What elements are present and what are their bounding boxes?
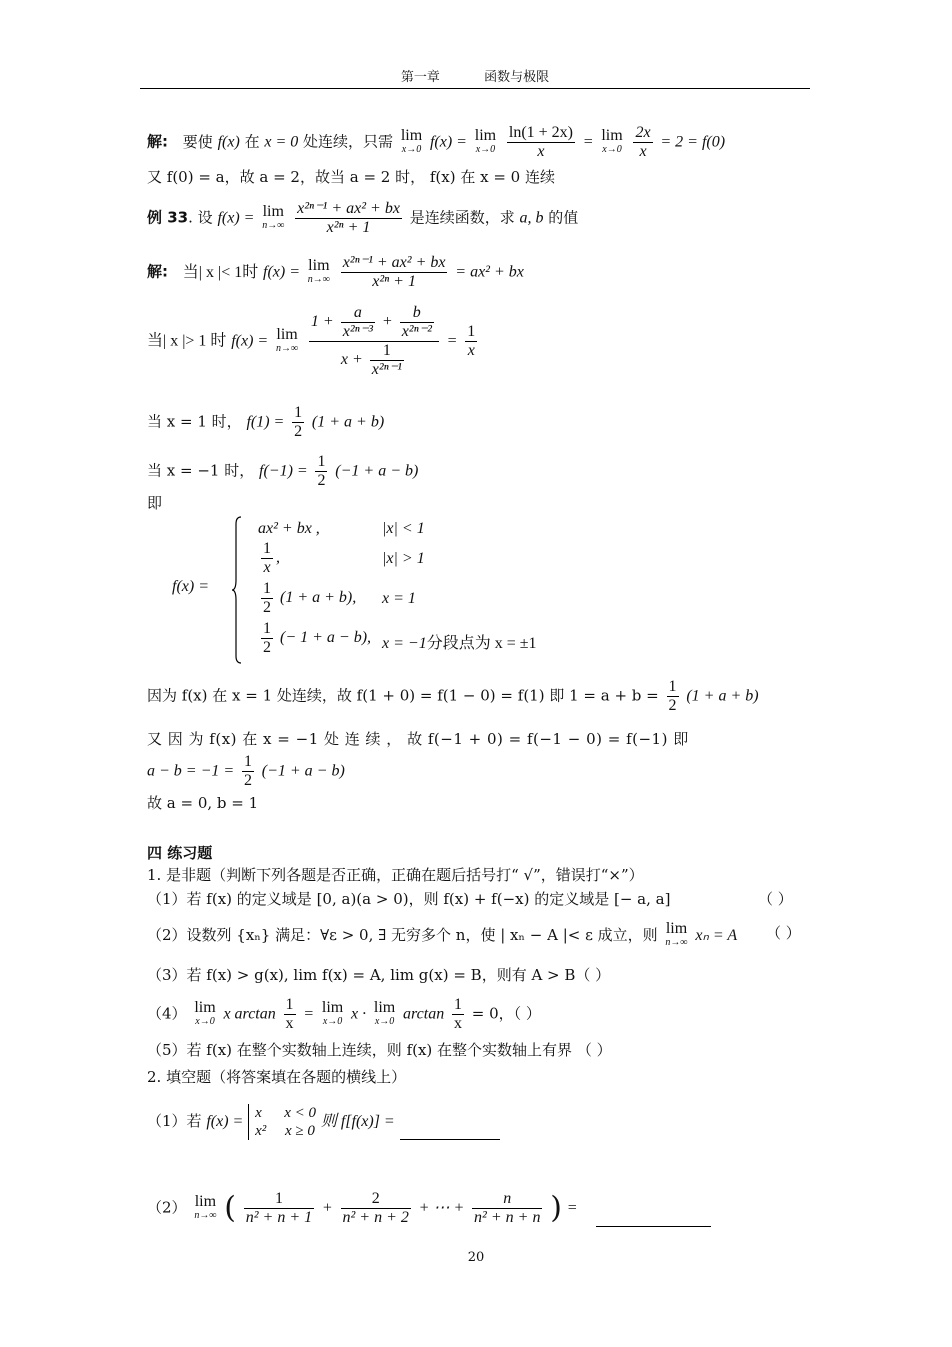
math: = xyxy=(446,332,458,350)
right-paren: ) xyxy=(550,1190,562,1226)
math: = xyxy=(566,1199,578,1217)
fraction xyxy=(452,996,464,1033)
lim-sub: n→∞ xyxy=(665,937,688,948)
denominator: x²ⁿ⁻³ xyxy=(342,323,373,340)
math: f(x) = xyxy=(206,1113,244,1130)
case-3 xyxy=(258,580,416,617)
lim-op xyxy=(665,922,687,950)
math: x = 0 xyxy=(264,133,299,151)
numerator: 1 xyxy=(263,620,271,637)
math: x + xyxy=(340,351,363,369)
math: x arctan xyxy=(223,1005,276,1023)
lim-op xyxy=(321,998,344,1029)
text: . 设 xyxy=(188,208,213,227)
text: （1）若 xyxy=(147,1112,202,1130)
example-label: 例 33 xyxy=(147,208,189,227)
math: 当| x |< 1时 xyxy=(182,263,259,281)
math: f(−1) = xyxy=(259,462,308,480)
q2-1 xyxy=(147,1104,500,1140)
numerator: 1 xyxy=(263,580,271,597)
lim-sub: x→0 xyxy=(322,1015,343,1027)
fraction xyxy=(370,342,404,379)
fraction xyxy=(261,540,273,577)
piecewise-lhs: f(x) = xyxy=(172,578,209,595)
numerator: ln(1 + 2x) xyxy=(508,124,573,141)
math: (1 + a + b) xyxy=(311,413,385,431)
page-header xyxy=(140,66,810,85)
math: f(x) = xyxy=(217,209,255,227)
text: 当 x = −1 时， xyxy=(147,461,255,480)
continuity-conclusion: 故 a = 0, b = 1 xyxy=(147,794,259,812)
denominator: x xyxy=(639,143,647,160)
lim-text: lim xyxy=(400,126,423,144)
text: （2） xyxy=(147,1198,187,1217)
numerator: 1 xyxy=(244,1190,314,1209)
math: + xyxy=(381,313,393,331)
text: 是连续函数，求 xyxy=(409,208,515,227)
numerator: x²ⁿ⁻¹ + ax² + bx xyxy=(342,254,446,271)
numerator: 1 xyxy=(243,753,252,770)
numerator: 1 xyxy=(370,342,404,361)
solution-33-line1 xyxy=(147,254,524,291)
fraction xyxy=(261,580,273,617)
fraction xyxy=(633,124,652,161)
fraction xyxy=(507,124,575,161)
text: 在 xyxy=(244,132,260,151)
numerator: 1 xyxy=(668,678,677,695)
lim-sub: x→0 xyxy=(374,1015,395,1027)
fraction xyxy=(295,200,402,237)
denominator: 2 xyxy=(317,472,326,489)
numerator: 1 xyxy=(294,404,303,421)
text: 因为 f(x) 在 x = 1 处连续，故 f(1 + 0) = f(1 − 0) = f(1) 即 1 = a + b = xyxy=(147,686,659,705)
continuity-line-1 xyxy=(147,678,759,715)
fraction xyxy=(284,996,296,1033)
denominator: n² + n + n xyxy=(474,1209,541,1226)
q1-4 xyxy=(147,996,541,1033)
lim-text: lim xyxy=(194,998,216,1016)
lim-text: lim xyxy=(474,126,497,144)
numerator: n xyxy=(472,1190,542,1209)
denominator: 2 xyxy=(668,697,677,714)
text: （2）设数列 {xₙ} 满足：∀ε > 0, ∃ 无穷多个 n，使 | xₙ − A |< ε 成立，则 xyxy=(147,926,658,944)
fraction xyxy=(465,323,477,360)
numerator: a xyxy=(341,304,375,323)
case-cond-text: x = −1 xyxy=(382,635,427,652)
case-cond: |x| < 1 xyxy=(382,520,425,537)
math: (−1 + a − b) xyxy=(261,762,345,780)
numerator xyxy=(309,304,439,342)
text: 处连续，只需 xyxy=(303,132,394,151)
math: = xyxy=(582,133,594,151)
lim-op xyxy=(194,998,216,1029)
case-cond xyxy=(382,630,537,653)
case-expr: ax² + bx , xyxy=(258,520,320,537)
denominator: n² + n + 2 xyxy=(342,1209,409,1226)
continuity-line-2: 又 因 为 f(x) 在 x = −1 处 连 续 ， 故 f(−1 + 0) = f(−1 − 0) = f(−1) 即 xyxy=(147,730,689,748)
numerator: b xyxy=(400,304,434,323)
case-cond: |x| > 1 xyxy=(382,550,425,567)
q1-2-paren: （ ） xyxy=(766,924,801,942)
example-33 xyxy=(147,200,578,237)
lim-sub: x→0 xyxy=(475,143,496,155)
math: = xyxy=(303,1005,315,1023)
numerator: 1 xyxy=(317,453,326,470)
denominator: 2 xyxy=(294,423,303,440)
lim-op xyxy=(373,998,396,1029)
denominator: n² + n + 1 xyxy=(245,1209,313,1226)
denominator: x²ⁿ + 1 xyxy=(326,219,371,236)
math: xₙ = A xyxy=(695,927,738,944)
fraction xyxy=(472,1190,542,1227)
solution-33-line2 xyxy=(147,304,480,379)
lim-text: lim xyxy=(262,202,284,220)
lim-text: lim xyxy=(321,998,344,1016)
q1-1-paren: （ ） xyxy=(758,890,793,908)
math: f(x) = xyxy=(263,263,300,281)
case-block xyxy=(248,1104,316,1140)
lim-text: lim xyxy=(276,325,298,343)
case-line: x² x ≥ 0 xyxy=(255,1123,315,1139)
solution-33-x1 xyxy=(147,404,384,441)
answer-blank[interactable] xyxy=(400,1123,500,1140)
lim-sub: x→0 xyxy=(602,143,622,155)
math: , xyxy=(276,549,280,567)
text: 的值 xyxy=(548,208,579,227)
lim-op xyxy=(307,256,330,287)
math: = 2 = f(0) xyxy=(660,133,726,151)
math: x · xyxy=(351,1005,367,1023)
case-4 xyxy=(258,620,537,657)
ji-label: 即 xyxy=(147,494,163,512)
q1-1 xyxy=(147,888,670,910)
lim-op xyxy=(474,126,497,157)
left-brace xyxy=(232,516,242,664)
lim-sub: x→0 xyxy=(401,143,422,155)
denominator: x²ⁿ + 1 xyxy=(372,273,416,290)
q1-3: （3）若 f(x) > g(x), lim f(x) = A, lim g(x) = B，则有 A > B（ ） xyxy=(147,966,611,984)
q1-title: 1. 是非题（判断下列各题是否正确，正确在题后括号打“ √”，错误打“×”） xyxy=(147,866,644,884)
math: a − b = −1 = xyxy=(147,762,235,780)
continuity-line-3 xyxy=(147,753,345,790)
header-rule xyxy=(140,88,810,89)
text: （4） xyxy=(147,1004,187,1023)
solution-32-conclusion: 又 f(0) = a，故 a = 2，故当 a = 2 时， f(x) 在 x = 0 连续 xyxy=(147,168,555,186)
lim-sub: n→∞ xyxy=(262,219,285,231)
fraction xyxy=(341,1190,411,1227)
lim-op xyxy=(262,202,285,233)
numerator: 1 xyxy=(263,540,271,557)
fraction xyxy=(400,304,434,341)
case-expr: (1 + a + b), xyxy=(280,589,357,607)
solution-32-line xyxy=(147,124,725,161)
math: f(x) = xyxy=(429,133,467,151)
numerator: 1 xyxy=(453,996,462,1013)
denominator: x²ⁿ⁻¹ xyxy=(371,361,402,378)
numerator: 1 xyxy=(467,323,476,340)
denominator: x xyxy=(453,1015,462,1032)
math: 则 f[f(x)] = xyxy=(320,1113,395,1130)
fraction xyxy=(242,753,254,790)
text: （1）若 f(x) 的定义域是 [0, a)(a > 0)，则 f(x) + f(−x) 的定义域是 [− a, a] xyxy=(147,890,671,908)
solution-label: 解: xyxy=(147,132,168,151)
fraction xyxy=(667,678,679,715)
math: a, b xyxy=(519,209,544,227)
math: 当| x |> 1 时 xyxy=(147,332,227,350)
numerator: x²ⁿ⁻¹ + ax² + bx xyxy=(297,200,400,217)
page-number: 20 xyxy=(467,1250,485,1265)
lim-sub: n→∞ xyxy=(307,273,330,285)
numerator: 2 xyxy=(341,1190,411,1209)
text: 当 x = 1 时， xyxy=(147,412,242,431)
q2-2 xyxy=(147,1190,711,1227)
denominator: 2 xyxy=(263,639,271,656)
case-expr: (− 1 + a − b), xyxy=(280,629,372,647)
fraction xyxy=(244,1190,314,1227)
lim-text: lim xyxy=(665,920,688,937)
lim-sub: n→∞ xyxy=(194,1209,217,1221)
math: + ⋯ + xyxy=(418,1199,465,1217)
case-line: x x < 0 xyxy=(255,1105,317,1121)
case-note: 分段点为 x = ±1 xyxy=(426,635,537,652)
left-paren: ( xyxy=(224,1190,236,1226)
math: f(1) = xyxy=(246,413,285,431)
denominator xyxy=(309,342,439,379)
fraction xyxy=(341,304,375,341)
math: f(x) xyxy=(217,133,240,151)
math: (1 + a + b) xyxy=(686,687,759,705)
math: + xyxy=(321,1199,333,1217)
solution-33-xm1 xyxy=(147,453,418,490)
case-cond: x = 1 xyxy=(382,590,416,607)
chapter-label: 第一章 xyxy=(400,70,440,85)
denominator: x xyxy=(467,342,475,359)
lim-op xyxy=(601,126,623,157)
answer-blank[interactable] xyxy=(596,1210,711,1227)
lim-op xyxy=(194,1192,217,1223)
solution-label: 解: xyxy=(147,262,168,281)
denominator: x xyxy=(537,143,545,160)
case-1 xyxy=(258,520,425,538)
lim-op xyxy=(276,325,299,356)
chapter-title: 函数与极限 xyxy=(484,70,550,85)
lim-text: lim xyxy=(194,1192,217,1210)
lim-sub: x→0 xyxy=(195,1015,215,1027)
math: f(x) = xyxy=(231,332,269,350)
section-title: 四 练习题 xyxy=(147,844,213,862)
denominator: x xyxy=(263,559,271,576)
big-fraction xyxy=(309,304,439,379)
denominator: 2 xyxy=(243,772,252,789)
text: 要使 xyxy=(182,132,213,151)
denominator: x xyxy=(285,1015,294,1032)
math: 1 + xyxy=(310,313,334,331)
q2-title: 2. 填空题（将答案填在各题的横线上） xyxy=(147,1068,407,1086)
numerator: 1 xyxy=(285,996,294,1013)
text: = 0，（ ） xyxy=(471,1004,541,1023)
q1-2 xyxy=(147,922,737,950)
fraction xyxy=(315,453,327,490)
lim-text: lim xyxy=(308,256,330,274)
lim-text: lim xyxy=(601,126,623,144)
fraction xyxy=(292,404,304,441)
case-2 xyxy=(258,540,425,577)
lim-op xyxy=(400,126,423,157)
math: arctan xyxy=(403,1005,445,1023)
lim-sub: n→∞ xyxy=(276,342,299,354)
fraction xyxy=(341,254,448,291)
fraction xyxy=(261,620,273,657)
q1-5: （5）若 f(x) 在整个实数轴上连续，则 f(x) 在整个实数轴上有界 （ ） xyxy=(147,1041,612,1059)
lim-text: lim xyxy=(373,998,396,1016)
denominator: x²ⁿ⁻² xyxy=(401,323,432,340)
denominator: 2 xyxy=(263,599,271,616)
math: (−1 + a − b) xyxy=(335,462,419,480)
numerator: 2x xyxy=(635,124,651,141)
math: = ax² + bx xyxy=(455,263,524,281)
